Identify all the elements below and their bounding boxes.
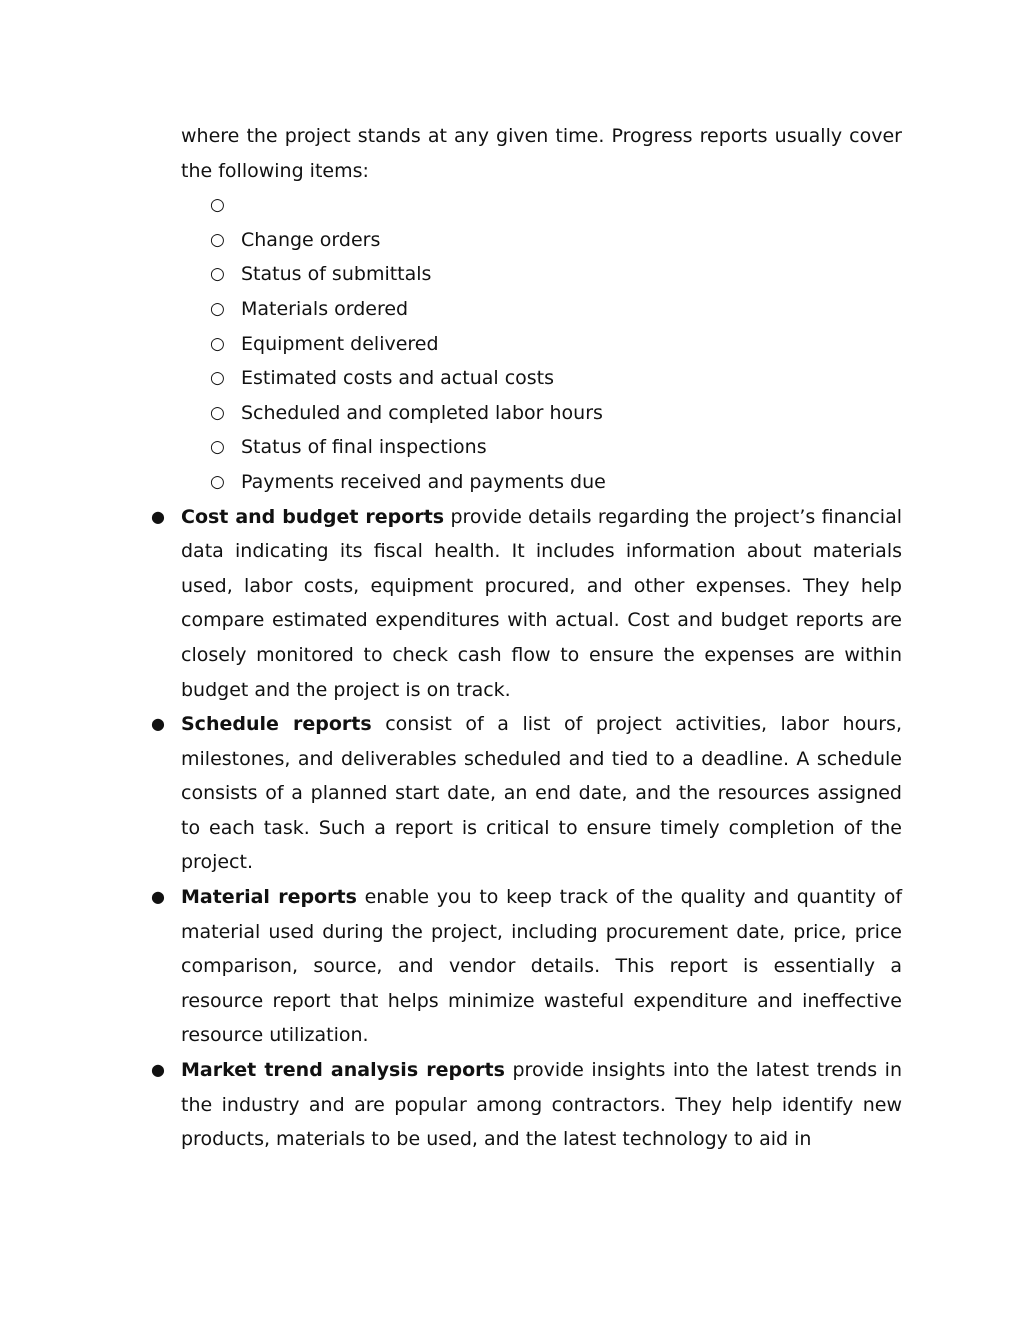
hollow-bullet-icon: ○ xyxy=(210,368,225,389)
bullet-text: provide details regarding the project’s financial data indicating its fiscal health. It includes information about materials used, labor costs, equipment procured, and other expenses. They help compare estimated expenditures with actual. Cost and budget reports are closely monitored to check cash flow to ensure the expenses are within budget and the project is on track. xyxy=(181,505,903,701)
list-item xyxy=(181,188,902,223)
list-item xyxy=(181,292,902,327)
hollow-bullet-icon: ○ xyxy=(210,437,225,458)
list-item-text: Status of final inspections xyxy=(241,436,487,459)
bullet-dot-icon: ● xyxy=(151,1060,165,1080)
report-types-list xyxy=(151,500,903,1157)
bullet-material-reports xyxy=(151,880,903,1053)
bullet-dot-icon: ● xyxy=(151,506,165,526)
bullet-term: Cost and budget reports xyxy=(181,505,445,528)
bullet-dot-icon: ● xyxy=(151,714,165,734)
bullet-term: Schedule reports xyxy=(181,713,372,736)
progress-items-list xyxy=(181,188,902,499)
bullet-term: Material reports xyxy=(181,886,357,909)
list-item xyxy=(181,223,902,258)
bullet-text: consist of a list of project activities, labor hours, milestones, and deliverables scheduled and tied to a deadline. A schedule consists of a planned start date, an end date, and the resources assigned to each task. Such a report is critical to ensure timely completion of the project. xyxy=(181,713,902,874)
list-item-text: Materials ordered xyxy=(241,297,409,320)
list-item xyxy=(181,430,902,465)
bullet-dot-icon: ● xyxy=(151,887,165,907)
bullet-schedule-reports xyxy=(151,707,902,880)
list-item-text: Change orders xyxy=(241,228,381,251)
list-item xyxy=(181,396,902,431)
hollow-bullet-icon: ○ xyxy=(210,333,225,354)
hollow-bullet-icon: ○ xyxy=(210,402,225,423)
list-item xyxy=(181,361,902,396)
hollow-bullet-icon: ○ xyxy=(210,298,225,319)
bullet-market-trend-reports xyxy=(151,1053,902,1157)
bullet-term: Market trend analysis reports xyxy=(181,1059,505,1082)
list-item-text: Equipment delivered xyxy=(241,332,439,355)
list-item xyxy=(181,327,902,362)
list-item-text: Payments received and payments due xyxy=(241,470,606,493)
list-item-text: Scheduled and completed labor hours xyxy=(241,401,603,424)
intro-paragraph: where the project stands at any given time. Progress reports usually cover the following items: xyxy=(181,125,902,182)
list-item xyxy=(181,257,902,292)
list-item-text: Status of submittals xyxy=(241,263,432,286)
list-item xyxy=(181,465,902,500)
hollow-bullet-icon: ○ xyxy=(210,264,225,285)
bullet-text: provide insights into the latest trends in the industry and are popular among contractors. They help identify new products, materials to be used, and the latest technology to aid in xyxy=(181,1059,902,1151)
bullet-cost-budget-reports xyxy=(151,500,903,708)
hollow-bullet-icon: ○ xyxy=(210,229,225,250)
list-item-text: Estimated costs and actual costs xyxy=(241,367,555,390)
bullet-text: enable you to keep track of the quality and quantity of material used during the project, including procurement date, price, price comparison, source, and vendor details. This report is essentially a resource report that helps minimize wasteful expenditure and ineffective resource utilization. xyxy=(181,886,903,1047)
document-body xyxy=(151,119,903,1157)
hollow-bullet-icon: ○ xyxy=(210,195,225,216)
hollow-bullet-icon: ○ xyxy=(210,471,225,492)
